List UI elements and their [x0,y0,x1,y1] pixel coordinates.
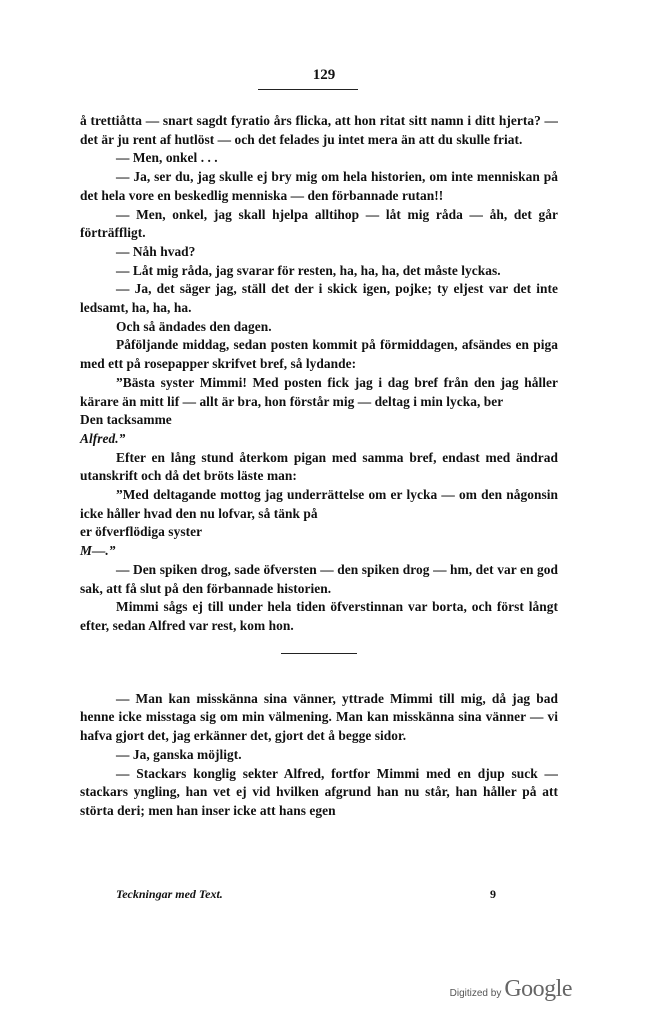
section-divider [281,653,357,654]
page-footer [116,887,496,902]
paragraph: — Men, onkel . . . [116,150,218,166]
footer-signature-mark: 9 [490,887,496,901]
letter-closing: Den tacksamme [80,412,172,428]
paragraph: — Nåh hvad? [116,243,196,259]
paragraph: — Låt mig råda, jag svarar för resten, ha, ha, ha, det måste lyckas. [116,262,501,278]
header-rule [258,89,358,90]
paragraph: å trettiåtta — snart sagdt fyratio års flicka, att hon ritat sitt namn i ditt hjerta? — det är ju rent af hutlöst — och det felades ju intet mera än att du skulle friat. [80,113,558,147]
letter-closing: er öfverflödiga syster [80,524,203,540]
google-logo: Google [504,976,572,1002]
footer-book-title: Teckningar med Text. [116,887,223,901]
paragraph: — Men, onkel, jag skall hjelpa alltihop — låt mig råda — åh, det går förträffligt. [80,206,558,241]
paragraph: — Ja, ganska möjligt. [116,746,242,762]
paragraph: — Man kan misskänna sina vänner, yttrade Mimmi till mig, då jag bad henne icke misstaga sig om min välmening. Man kan misskänna sina vänner — vi hafva gjort det, jag erkänner det, gjort det å begge sidor. [80,690,558,744]
paragraph: — Stackars konglig sekter Alfred, fortfor Mimmi med en djup suck — stackars yngling, han vet ej vid hvilken afgrund han nu står, han håller på att störta deri; men han inser icke att hans egen [80,765,558,818]
paragraph: Och så ändades den dagen. [116,318,272,334]
paragraph: — Ja, det säger jag, ställ det der i skick igen, pojke; ty eljest var det inte ledsamt, ha, ha, ha. [80,281,558,316]
paragraph: Påföljande middag, sedan posten kommit på förmiddagen, afsändes en piga med ett på rosepapper skrifvet bref, så lydande: [80,337,558,372]
page-number: 129 [312,67,336,83]
paragraph: Efter en lång stund återkom pigan med samma bref, endast med ändrad utanskrift och då det bröts läste man: [80,449,558,484]
paragraph: Mimmi sågs ej till under hela tiden öfverstinnan var borta, och först långt efter, sedan Alfred var rest, kom hon. [80,599,558,633]
watermark-prefix: Digitized by [449,988,502,999]
paragraph: ”Bästa syster Mimmi! Med posten fick jag i dag bref från den jag håller kärare än mitt lif — allt är bra, hon förstår mig — deltag i min lycka, ber [80,374,558,409]
paragraph: ”Med deltagande mottog jag underrättelse om er lycka — om den någonsin icke håller hvad den nu lofvar, så tänk på [80,487,558,521]
letter-signature: Alfred.” [80,430,126,446]
paragraph: — Ja, ser du, jag skulle ej bry mig om hela historien, om inte menniskan på det hela vore en beskedlig menniska — den förbannade rutan!! [80,169,558,203]
paragraph: — Den spiken drog, sade öfversten — den spiken drog — hm, det var en god sak, att få slut på den förbannade historien. [80,561,558,596]
digitized-watermark [450,976,572,1003]
letter-signature: M—.” [80,543,116,559]
body-text [80,112,558,821]
